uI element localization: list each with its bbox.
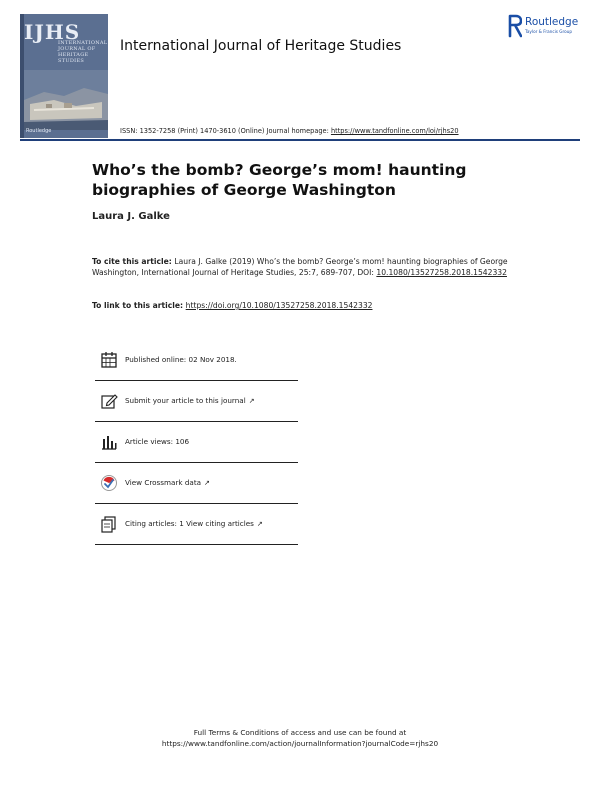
- publisher-name: Routledge: [525, 16, 579, 28]
- external-link-icon: ↗: [256, 520, 263, 528]
- cover-aerial-photo: [24, 70, 108, 130]
- routledge-r-icon: [508, 14, 522, 38]
- header-divider: [20, 139, 580, 141]
- calendar-icon: [100, 351, 118, 369]
- published-date: Published online: 02 Nov 2018.: [125, 355, 237, 364]
- bar-chart-icon: [100, 433, 118, 451]
- external-link-icon: ↗: [248, 397, 255, 405]
- crossmark-link[interactable]: View Crossmark data ↗: [125, 478, 210, 487]
- citing-articles-icon: [100, 515, 118, 533]
- article-views-row: [95, 422, 298, 463]
- journal-cover-image: [20, 14, 108, 138]
- cover-subtitle: INTERNATIONAL JOURNAL OF HERITAGE STUDIES: [58, 40, 108, 64]
- article-doi-link[interactable]: https://doi.org/10.1080/13527258.2018.1542332: [185, 301, 373, 310]
- link-block: [92, 300, 512, 311]
- citation-text: Laura J. Galke (2019) Who’s the bomb? George’s mom! haunting biographies of George Washington, International Journal of Heritage Studies, 25:7, 689-707, DOI:: [92, 257, 508, 277]
- crossmark-row[interactable]: [95, 463, 298, 504]
- cover-title: IJHS: [24, 20, 81, 44]
- external-link-icon: ↗: [204, 479, 210, 487]
- article-title: Who’s the bomb? George’s mom! haunting biographies of George Washington: [92, 161, 467, 199]
- article-author: Laura J. Galke: [92, 211, 170, 222]
- publisher-tagline: Taylor & Francis Group: [525, 29, 573, 34]
- article-views: Article views: 106: [125, 437, 190, 446]
- citation-label: To cite this article:: [92, 257, 175, 266]
- publisher-logo: [508, 14, 586, 40]
- citation-block: [92, 256, 512, 278]
- footer-terms-link[interactable]: https://www.tandfonline.com/action/journalInformation?journalCode=rjhs20: [161, 739, 439, 748]
- published-row: [95, 340, 298, 381]
- terms-footer: [0, 727, 600, 749]
- citation-doi-link[interactable]: 10.1080/13527258.2018.1542332: [376, 268, 507, 277]
- crossmark-icon: [100, 474, 118, 492]
- citing-articles-row[interactable]: [95, 504, 298, 545]
- issn-line: [120, 127, 459, 135]
- footer-terms-text: Full Terms & Conditions of access and use can be found at: [193, 728, 407, 737]
- submit-article-row[interactable]: [95, 381, 298, 422]
- cover-publisher: Routledge: [26, 128, 52, 134]
- edit-icon: [100, 392, 118, 410]
- link-label: To link to this article:: [92, 301, 186, 310]
- citing-articles-link[interactable]: Citing articles: 1 View citing articles ↗: [125, 519, 263, 528]
- submit-article-link[interactable]: Submit your article to this journal ↗: [125, 396, 255, 405]
- journal-homepage-link[interactable]: https://www.tandfonline.com/loi/rjhs20: [330, 127, 459, 135]
- issn-text: ISSN: 1352-7258 (Print) 1470-3610 (Online) Journal homepage:: [120, 127, 331, 135]
- journal-name: International Journal of Heritage Studies: [120, 38, 402, 54]
